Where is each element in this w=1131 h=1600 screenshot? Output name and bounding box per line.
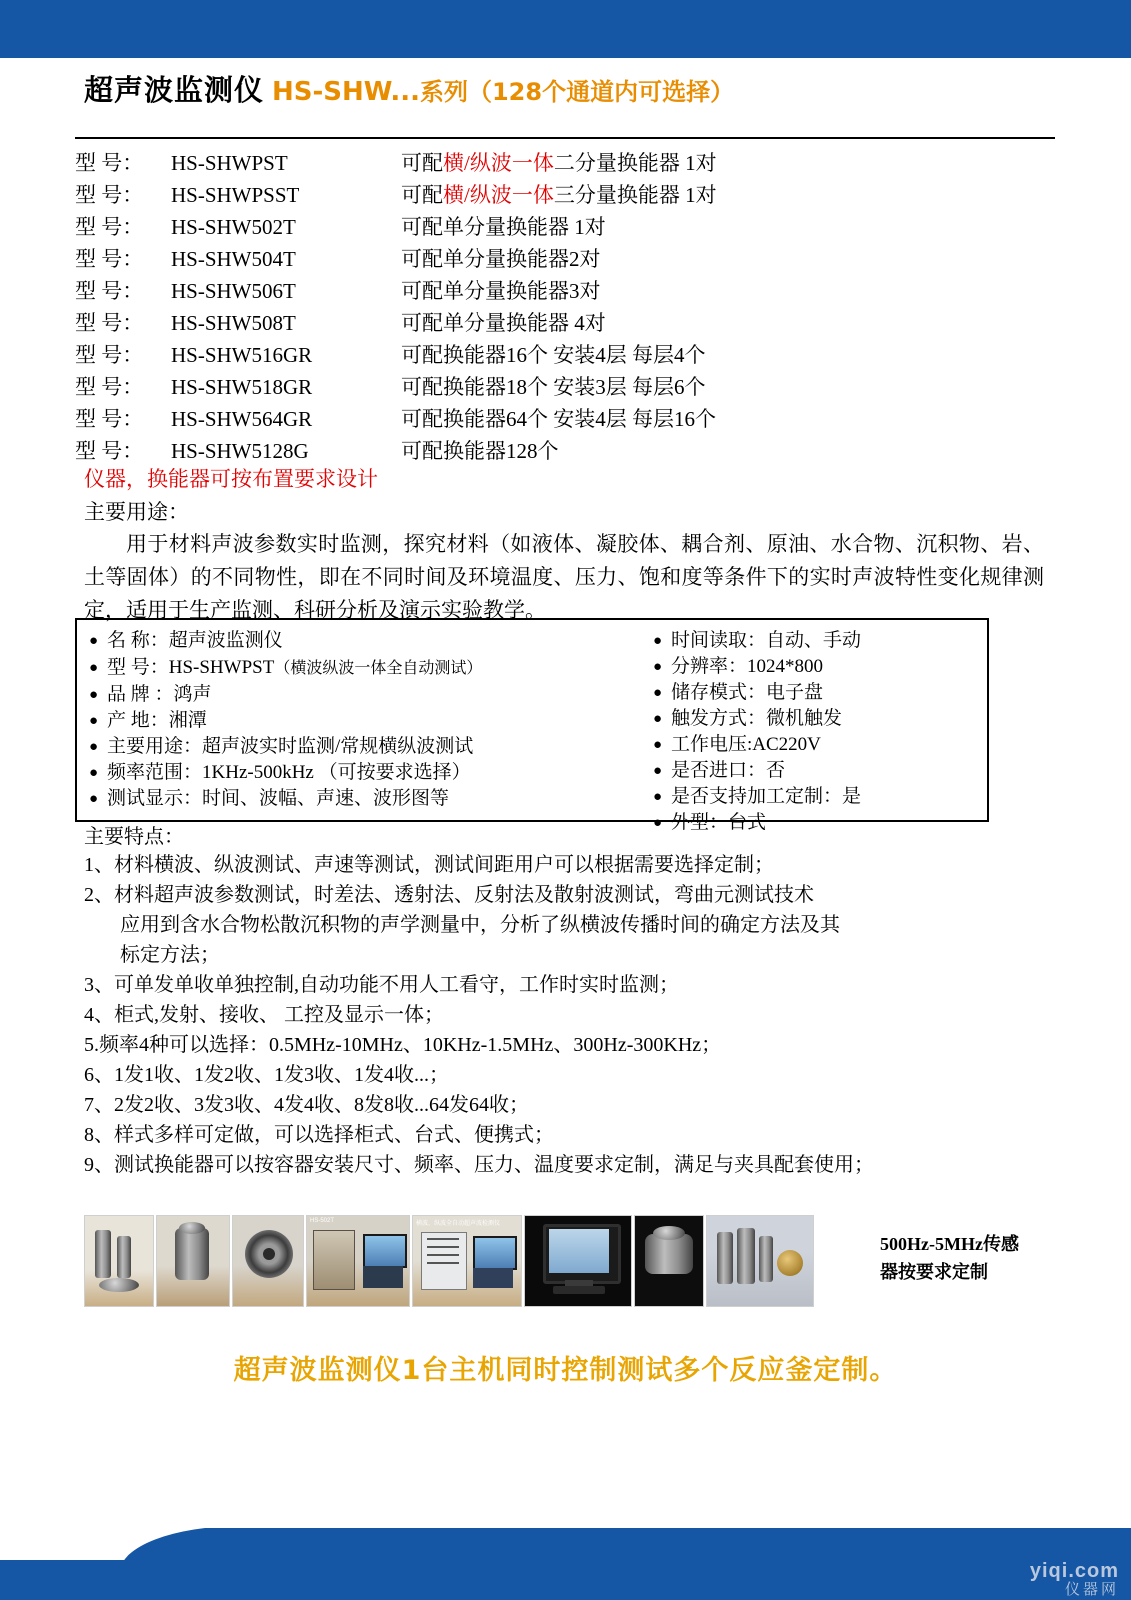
model-desc: 可配换能器18个 安装3层 每层6个 bbox=[401, 375, 706, 399]
model-row bbox=[75, 339, 1055, 371]
spec-item bbox=[653, 810, 987, 836]
model-row bbox=[75, 211, 1055, 243]
spec-item bbox=[653, 732, 987, 758]
bullet-icon: ● bbox=[653, 659, 663, 675]
spec-text: 时间读取：自动、手动 bbox=[671, 630, 862, 651]
model-code: HS-SHW504T bbox=[171, 247, 296, 271]
footer bbox=[0, 1528, 1131, 1600]
model-code: HS-SHW518GR bbox=[171, 375, 313, 399]
bullet-icon: ● bbox=[653, 737, 663, 753]
model-row bbox=[75, 147, 1055, 179]
model-row bbox=[75, 403, 1055, 435]
footer-bar bbox=[0, 1560, 1131, 1600]
model-desc: 可配单分量换能器3对 bbox=[401, 279, 601, 303]
model-desc-pre: 可配 bbox=[401, 151, 443, 175]
model-label: 型 号： bbox=[75, 439, 144, 463]
model-row bbox=[75, 243, 1055, 275]
bullet-icon: ● bbox=[653, 789, 663, 805]
spec-text: 是否支持加工定制：是 bbox=[671, 786, 862, 807]
model-desc: 可配单分量换能器 1对 bbox=[401, 215, 606, 239]
spec-table bbox=[75, 618, 989, 833]
spec-note: （横波纵波一体全自动测试） bbox=[274, 660, 483, 677]
watermark-domain: yiqi.com bbox=[1029, 1560, 1119, 1583]
spec-item bbox=[653, 680, 987, 706]
model-label: 型 号： bbox=[75, 407, 144, 431]
bullet-icon: ● bbox=[89, 713, 99, 729]
model-code: HS-SHW506T bbox=[171, 279, 296, 303]
model-desc: 可配换能器16个 安装4层 每层4个 bbox=[401, 343, 706, 367]
spec-text: 是否进口：否 bbox=[671, 760, 786, 781]
bullet-icon: ● bbox=[653, 633, 663, 649]
spec-item bbox=[89, 708, 647, 734]
spec-item bbox=[653, 654, 987, 680]
photo-caption: 横波、纵波全自动超声波检测仪 bbox=[416, 1221, 501, 1227]
model-code: HS-SHWPSST bbox=[171, 183, 300, 207]
model-desc-post: 二分量换能器 1对 bbox=[553, 151, 717, 175]
watermark bbox=[1030, 1561, 1119, 1598]
page-title bbox=[84, 68, 734, 109]
model-desc: 可配单分量换能器2对 bbox=[401, 247, 601, 271]
bullet-icon: ● bbox=[89, 765, 99, 781]
cylindrical-probe-photo bbox=[156, 1215, 230, 1307]
spec-text: 测试显示：时间、波幅、声速、波形图等 bbox=[107, 788, 450, 809]
feature-item bbox=[84, 1030, 1054, 1060]
model-label: 型 号： bbox=[75, 311, 144, 335]
sensor-note-line2: 器按要求定制 bbox=[880, 1262, 988, 1282]
feature-item bbox=[84, 850, 1054, 880]
feature-line: 9、测试换能器可以按容器安装尺寸、频率、压力、温度要求定制，满足与夹具配套使用； bbox=[84, 1154, 874, 1176]
spec-text: 产 地：湘潭 bbox=[107, 710, 207, 731]
feature-item bbox=[84, 1120, 1054, 1150]
spec-text: 主要用途：超声波实时监测/常规横纵波测试 bbox=[107, 736, 474, 757]
spec-column-left bbox=[77, 628, 647, 812]
usage-paragraph: 用于材料声波参数实时监测，探究材料（如液体、凝胶体、耦合剂、原油、水合物、沉积物、岩、土等固体）的不同物性，即在不同时间及环境温度、压力、饱和度等条件下的实时声波特性变化规律测定，适用于生产监测、科研分析及演示实验教学。 bbox=[84, 532, 1044, 622]
header-bar bbox=[0, 0, 1131, 58]
model-desc-post: 三分量换能器 1对 bbox=[553, 183, 717, 207]
spec-text: 频率范围：1KHz-500kHz （可按要求选择） bbox=[107, 762, 471, 783]
feature-line: 6、1发1收、1发2收、1发3收、1发4收...； bbox=[84, 1064, 449, 1086]
spec-text bbox=[107, 655, 482, 682]
model-desc: 可配单分量换能器 4对 bbox=[401, 311, 606, 335]
spec-item bbox=[89, 760, 647, 786]
model-code: HS-SHWPST bbox=[171, 151, 288, 175]
model-label: 型 号： bbox=[75, 375, 144, 399]
multi-hole-flange-photo bbox=[232, 1215, 304, 1307]
design-note: 仪器，换能器可按布置要求设计 bbox=[84, 467, 378, 491]
spec-column-right bbox=[647, 628, 987, 833]
transducer-stand-photo bbox=[84, 1215, 154, 1307]
feature-item bbox=[84, 1090, 1054, 1120]
feature-line: 应用到含水合物松散沉积物的声学测量中，分析了纵横波传播时间的确定方法及其 bbox=[120, 914, 840, 936]
spec-text: 外型：台式 bbox=[671, 812, 767, 833]
model-row bbox=[75, 179, 1055, 211]
title-main-text: 超声波监测仪 bbox=[84, 73, 265, 107]
feature-line: 1、材料横波、纵波测试、声速等测试，测试间距用户可以根据需要选择定制； bbox=[84, 854, 774, 876]
model-code: HS-SHW516GR bbox=[171, 343, 313, 367]
feature-line: 2、材料超声波参数测试，时差法、透射法、反射法及散射波测试，弯曲元测试技术 bbox=[84, 884, 814, 906]
model-label: 型 号： bbox=[75, 215, 144, 239]
model-desc: 可配换能器128个 bbox=[401, 439, 559, 463]
spec-value: 型 号：HS-SHWPST bbox=[107, 657, 275, 678]
bullet-icon: ● bbox=[653, 815, 663, 831]
features-heading: 主要特点： bbox=[84, 826, 184, 848]
model-code: HS-SHW508T bbox=[171, 311, 296, 335]
spec-text: 分辨率：1024*800 bbox=[671, 656, 824, 677]
sensor-custom-note bbox=[880, 1230, 1060, 1286]
bullet-icon: ● bbox=[89, 660, 99, 676]
sensor-note-line1: 500Hz-5MHz传感 bbox=[880, 1234, 1019, 1254]
feature-item bbox=[84, 1150, 1054, 1180]
spec-text bbox=[107, 628, 283, 655]
spec-text: 工作电压:AC220V bbox=[671, 734, 821, 755]
model-row bbox=[75, 371, 1055, 403]
bottom-highlight-text: 超声波监测仪1台主机同时控制测试多个反应釜定制。 bbox=[233, 1355, 898, 1386]
spec-item bbox=[89, 628, 647, 655]
model-list bbox=[75, 137, 1055, 467]
model-code: HS-SHW5128G bbox=[171, 439, 309, 463]
title-series-text: 系列 bbox=[419, 78, 468, 106]
feature-item bbox=[84, 1060, 1054, 1090]
spec-item bbox=[653, 706, 987, 732]
spec-text: 储存模式：电子盘 bbox=[671, 682, 824, 703]
spec-item bbox=[653, 758, 987, 784]
feature-line: 4、柜式,发射、接收、 工控及显示一体； bbox=[84, 1004, 444, 1026]
model-code: HS-SHW502T bbox=[171, 215, 296, 239]
model-label: 型 号： bbox=[75, 247, 144, 271]
spec-item bbox=[653, 628, 987, 654]
feature-line: 8、样式多样可定做，可以选择柜式、台式、便携式； bbox=[84, 1124, 554, 1146]
sensor-group-photo bbox=[706, 1215, 814, 1307]
bullet-icon: ● bbox=[89, 791, 99, 807]
photo-caption: HS-502T bbox=[310, 1218, 335, 1224]
spec-value: 名 称：超声波监测仪 bbox=[107, 630, 283, 651]
spec-text: 品 牌 ：鸿声 bbox=[107, 684, 212, 705]
reactor-vessel-photo bbox=[634, 1215, 704, 1307]
usage-heading: 主要用途： bbox=[84, 500, 189, 524]
model-desc: 可配换能器64个 安装4层 每层16个 bbox=[401, 407, 716, 431]
model-row bbox=[75, 275, 1055, 307]
feature-item bbox=[84, 970, 1054, 1000]
feature-item bbox=[84, 880, 1054, 970]
watermark-name: 仪器网 bbox=[1064, 1581, 1119, 1599]
bullet-icon: ● bbox=[89, 687, 99, 703]
product-photo-strip bbox=[84, 1215, 844, 1307]
model-desc bbox=[401, 179, 1055, 211]
bullet-icon: ● bbox=[89, 633, 99, 649]
model-desc-highlight: 横/纵波一体 bbox=[443, 151, 554, 175]
feature-line: 3、可单发单收单独控制,自动功能不用人工看守，工作时实时监测； bbox=[84, 974, 679, 996]
model-label: 型 号： bbox=[75, 183, 144, 207]
model-code: HS-SHW564GR bbox=[171, 407, 313, 431]
feature-item bbox=[84, 1000, 1054, 1030]
bullet-icon: ● bbox=[653, 685, 663, 701]
feature-line: 标定方法； bbox=[120, 944, 220, 966]
instrument-cabinet-photo bbox=[306, 1215, 410, 1307]
bullet-icon: ● bbox=[653, 763, 663, 779]
spec-item bbox=[89, 655, 647, 682]
title-channels-text: （128个通道内可选择） bbox=[467, 78, 735, 106]
model-desc bbox=[401, 147, 1055, 179]
feature-line: 5.频率4种可以选择：0.5MHz-10MHz、10KHz-1.5MHz、300Hz-300KHz； bbox=[84, 1034, 722, 1056]
fixture-diagram-photo bbox=[412, 1215, 522, 1307]
model-desc-pre: 可配 bbox=[401, 183, 443, 207]
model-label: 型 号： bbox=[75, 343, 144, 367]
spec-item bbox=[89, 786, 647, 812]
model-label: 型 号： bbox=[75, 151, 144, 175]
spec-item bbox=[653, 784, 987, 810]
spec-item bbox=[89, 734, 647, 760]
model-row bbox=[75, 307, 1055, 339]
feature-line: 7、2发2收、3发3收、4发4收、8发8收...64发64收； bbox=[84, 1094, 529, 1116]
bullet-icon: ● bbox=[89, 739, 99, 755]
spec-item bbox=[89, 682, 647, 708]
spec-text: 触发方式：微机触发 bbox=[671, 708, 843, 729]
title-model-text: HS-SHW... bbox=[272, 77, 420, 107]
model-desc-highlight: 横/纵波一体 bbox=[443, 183, 554, 207]
touchscreen-computer-photo bbox=[524, 1215, 632, 1307]
features-list bbox=[84, 850, 1054, 1180]
model-label: 型 号： bbox=[75, 279, 144, 303]
bullet-icon: ● bbox=[653, 711, 663, 727]
